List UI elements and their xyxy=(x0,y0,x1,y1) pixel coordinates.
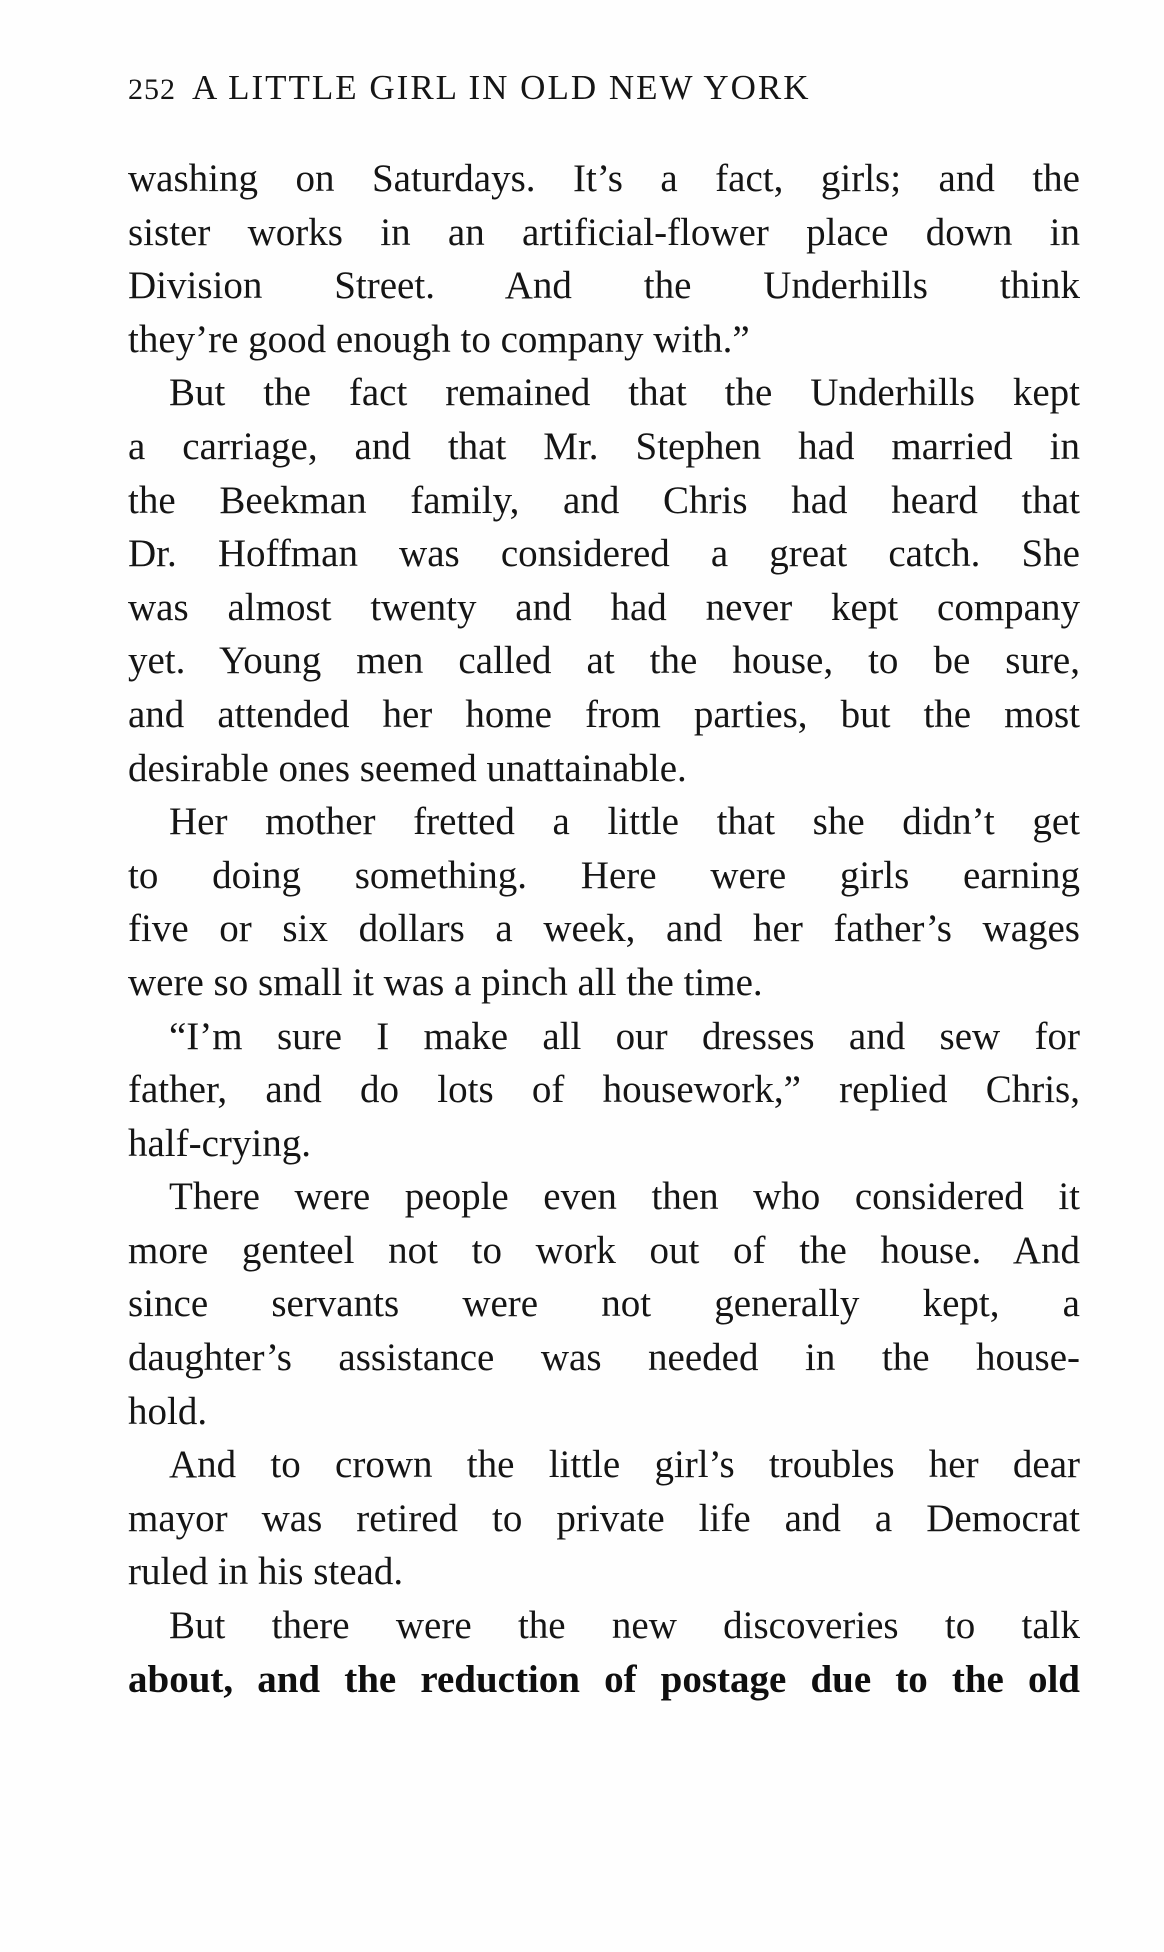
text-line: was almost twenty and had never kept company xyxy=(128,585,1080,629)
text-line: and attended her home from parties, but the most xyxy=(128,692,1080,736)
text-line: mayor was retired to private life and a Democrat xyxy=(128,1496,1080,1540)
text-line: since servants were not generally kept, a xyxy=(128,1282,1080,1326)
text-line: But there were the new discoveries to talk xyxy=(169,1604,1080,1648)
text-line: “I’m sure I make all our dresses and sew for xyxy=(169,1014,1080,1058)
text-line: And to crown the little girl’s troubles her dear xyxy=(169,1443,1080,1487)
text-line: a carriage, and that Mr. Stephen had married in xyxy=(128,424,1080,468)
text-line: about, and the reduction of postage due to the old xyxy=(128,1657,1080,1701)
text-line: they’re good enough to company with.” xyxy=(128,317,750,361)
text-line: were so small it was a pinch all the time. xyxy=(128,960,763,1004)
running-title: A LITTLE GIRL IN OLD NEW YORK xyxy=(192,68,811,107)
text-line: Division Street. And the Underhills think xyxy=(128,264,1080,308)
text-line: Dr. Hoffman was considered a great catch. She xyxy=(128,532,1080,576)
text-line: to doing something. Here were girls earning xyxy=(128,853,1080,897)
text-line: half-crying. xyxy=(128,1121,312,1165)
text-line: sister works in an artificial-flower place down in xyxy=(128,210,1080,254)
text-line: five or six dollars a week, and her father’s wages xyxy=(128,907,1080,951)
page-number: 252 xyxy=(128,73,176,106)
text-line: father, and do lots of housework,” replied Chris, xyxy=(128,1068,1080,1112)
text-line: ruled in his stead. xyxy=(128,1550,404,1594)
text-line: desirable ones seemed unattainable. xyxy=(128,746,687,790)
text-line: washing on Saturdays. It’s a fact, girls; and the xyxy=(128,157,1080,200)
text-line: daughter’s assistance was needed in the house- xyxy=(128,1336,1080,1380)
text-line: yet. Young men called at the house, to be sure, xyxy=(128,639,1080,683)
text-line: But the fact remained that the Underhills kept xyxy=(169,371,1080,415)
text-line: Her mother fretted a little that she didn’t get xyxy=(169,800,1080,844)
running-head xyxy=(128,62,1078,114)
text-line: the Beekman family, and Chris had heard that xyxy=(128,478,1080,522)
text-line: hold. xyxy=(128,1389,208,1433)
text-line: There were people even then who considered it xyxy=(169,1175,1080,1219)
text-line: more genteel not to work out of the house. And xyxy=(128,1228,1080,1272)
body-text xyxy=(128,152,1080,1706)
